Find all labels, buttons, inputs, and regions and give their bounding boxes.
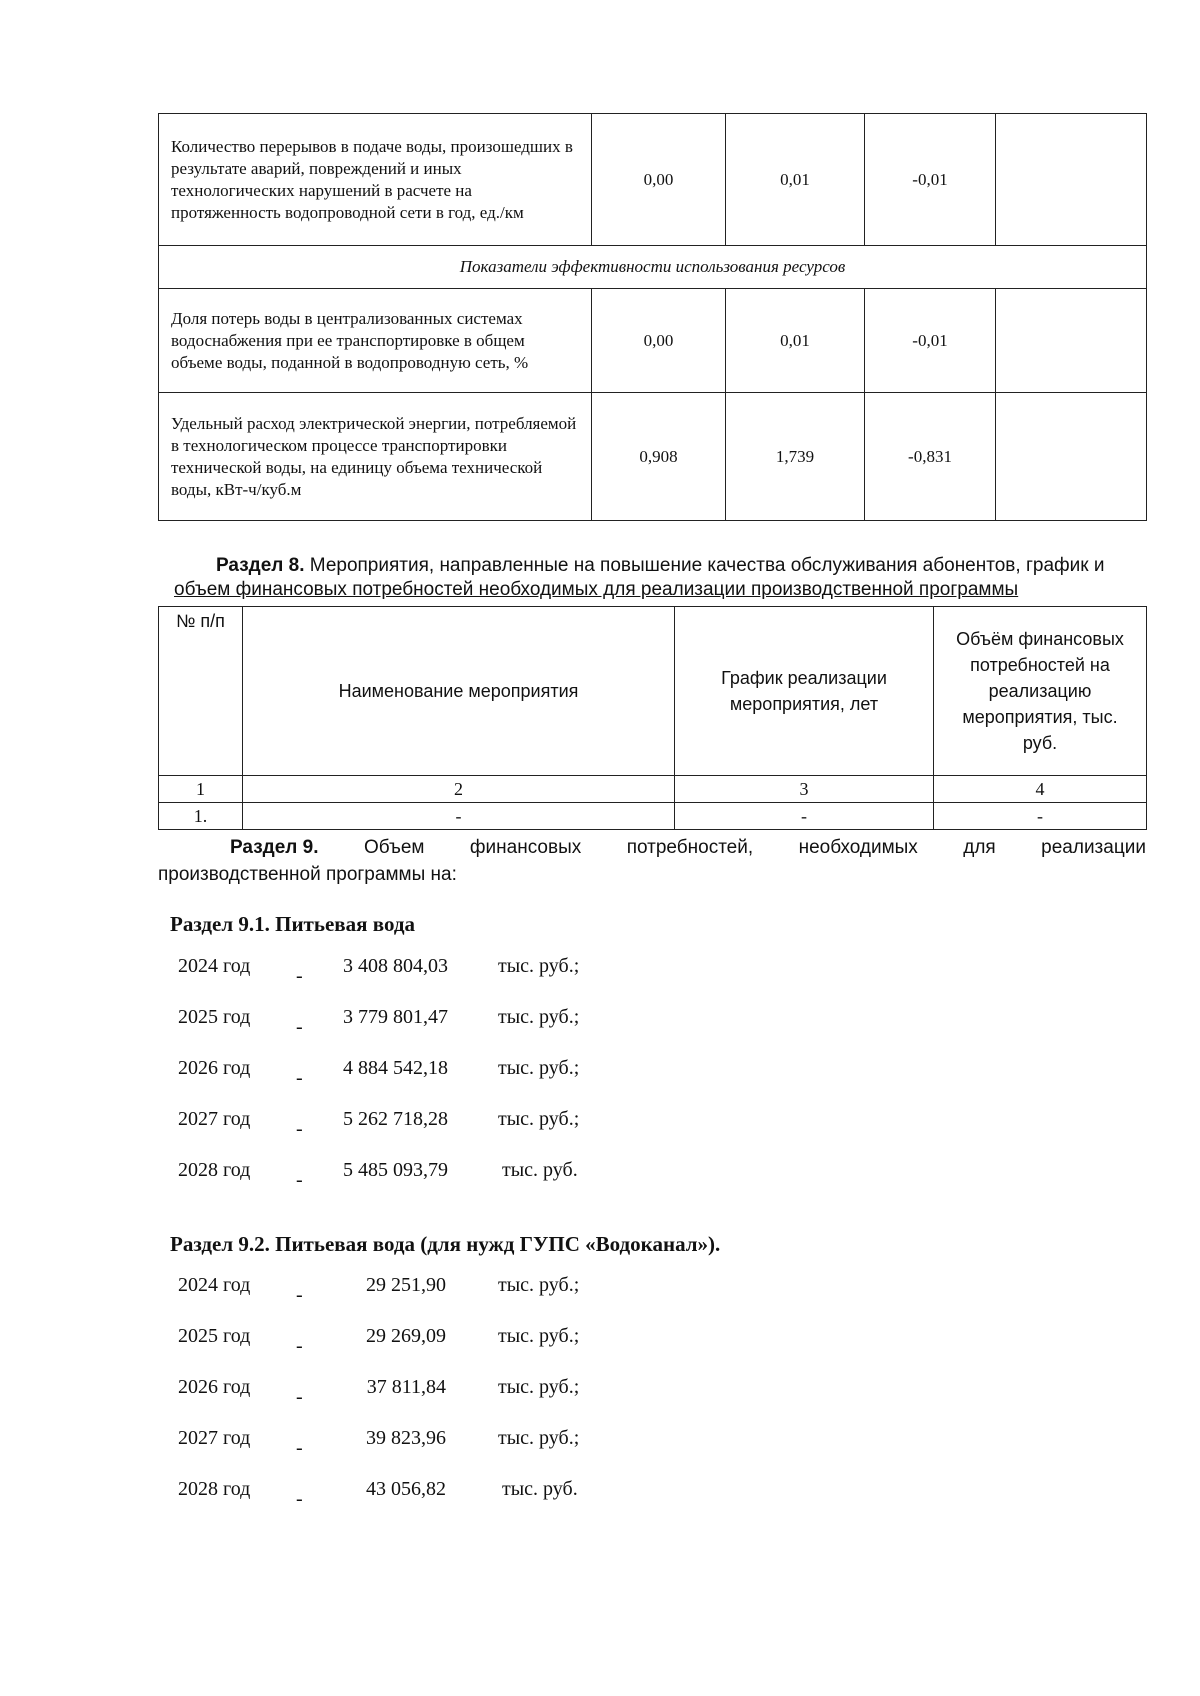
finance-row (178, 1274, 678, 1304)
finance-row (178, 1006, 678, 1036)
section-8-text: Мероприятия, направленные на повышение качества обслуживания абонентов, график и (304, 555, 1105, 576)
column-number: 1 (159, 776, 243, 803)
column-number: 4 (934, 776, 1147, 803)
table-section-title: Показатели эффективности использования ресурсов (159, 246, 1147, 289)
table-row (159, 114, 1147, 246)
amount: 5 485 093,79 (343, 1159, 448, 1181)
table-cell: - (934, 803, 1147, 830)
column-header: Наименование мероприятия (243, 607, 675, 776)
indicator-value: 0,01 (726, 289, 865, 393)
indicator-value (996, 289, 1147, 393)
unit: тыс. руб.; (498, 1006, 580, 1028)
section-9-word: для (963, 837, 996, 858)
year: 2028 год (178, 1478, 251, 1500)
indicator-name: Количество перерывов в подаче воды, произошедших в результате аварий, повреждений и иных технологических нарушений в расчете на протяженность водопроводной сети в год, ед./км (159, 114, 592, 246)
finance-row (178, 1325, 678, 1355)
dash: - (296, 1284, 303, 1306)
finance-row (178, 955, 678, 985)
dash: - (296, 1437, 303, 1459)
table-numbers-row (159, 776, 1147, 803)
indicator-value: -0,831 (865, 393, 996, 521)
table-section-row (159, 246, 1147, 289)
table-header-row (159, 607, 1147, 776)
section-8-text-line2: объем финансовых потребностей необходимых для реализации производственной программы (174, 579, 1019, 600)
dash: - (296, 965, 303, 987)
column-number: 2 (243, 776, 675, 803)
dash: - (296, 1118, 303, 1140)
table-row (159, 803, 1147, 830)
finance-row (178, 1478, 678, 1508)
section-9-word: необходимых (798, 837, 918, 858)
section-8-label: Раздел 8. (216, 555, 305, 576)
column-header: № п/п (159, 607, 243, 776)
measures-table (158, 606, 1147, 830)
year: 2024 год (178, 955, 251, 977)
section-9-line2: производственной программы на: (158, 864, 457, 885)
amount: 43 056,82 (366, 1478, 446, 1500)
amount: 37 811,84 (366, 1376, 446, 1398)
dash: - (296, 1067, 303, 1089)
year: 2025 год (178, 1006, 251, 1028)
year: 2027 год (178, 1108, 251, 1130)
finance-row (178, 1427, 678, 1457)
indicator-name: Доля потерь воды в централизованных системах водоснабжения при ее транспортировке в общем объеме воды, поданной в водопроводную сеть, % (159, 289, 592, 393)
amount: 4 884 542,18 (343, 1057, 448, 1079)
year: 2026 год (178, 1057, 251, 1079)
amount: 29 269,09 (366, 1325, 446, 1347)
indicator-value: 0,00 (592, 289, 726, 393)
indicator-value: 0,01 (726, 114, 865, 246)
year: 2027 год (178, 1427, 251, 1449)
table-row (159, 393, 1147, 521)
unit: тыс. руб.; (498, 1274, 580, 1296)
dash: - (296, 1386, 303, 1408)
indicators-table (158, 113, 1147, 521)
table-cell: - (243, 803, 675, 830)
year: 2028 год (178, 1159, 251, 1181)
indicator-value: -0,01 (865, 289, 996, 393)
indicator-name: Удельный расход электрической энергии, потребляемой в технологическом процессе транспортировки технической воды, на единицу объема технической воды, кВт-ч/куб.м (159, 393, 592, 521)
section-9-word: финансовых (469, 837, 582, 858)
unit: тыс. руб.; (498, 955, 580, 977)
table-cell: 1. (159, 803, 243, 830)
unit: тыс. руб.; (498, 1057, 580, 1079)
indicator-value (996, 114, 1147, 246)
year: 2024 год (178, 1274, 251, 1296)
unit: тыс. руб.; (498, 1108, 580, 1130)
column-number: 3 (675, 776, 934, 803)
table-cell: - (675, 803, 934, 830)
amount: 29 251,90 (366, 1274, 446, 1296)
indicator-value (996, 393, 1147, 521)
amount: 3 779 801,47 (343, 1006, 448, 1028)
unit: тыс. руб.; (498, 1376, 580, 1398)
section-9-2-title: Раздел 9.2. Питьевая вода (для нужд ГУПС «Водоканал»). (170, 1232, 721, 1256)
year: 2025 год (178, 1325, 251, 1347)
amount: 39 823,96 (366, 1427, 446, 1449)
finance-row (178, 1108, 678, 1138)
section-9-word: Объем (363, 837, 425, 858)
unit: тыс. руб. (502, 1159, 578, 1181)
indicator-value: 0,00 (592, 114, 726, 246)
finance-row (178, 1376, 678, 1406)
unit: тыс. руб.; (498, 1325, 580, 1347)
year: 2026 год (178, 1376, 251, 1398)
amount: 5 262 718,28 (343, 1108, 448, 1130)
finance-row (178, 1159, 678, 1189)
section-9-label: Раздел 9. (230, 837, 319, 858)
table-row (159, 289, 1147, 393)
column-header: Объём финансовых потребностей на реализацию мероприятия, тыс. руб. (934, 607, 1147, 776)
section-9-word: реализации (1041, 837, 1146, 858)
column-header: График реализации мероприятия, лет (675, 607, 934, 776)
dash: - (296, 1488, 303, 1510)
section-9-word: потребностей, (626, 837, 754, 858)
dash: - (296, 1335, 303, 1357)
unit: тыс. руб. (502, 1478, 578, 1500)
unit: тыс. руб.; (498, 1427, 580, 1449)
finance-row (178, 1057, 678, 1087)
indicator-value: 0,908 (592, 393, 726, 521)
section-9-1-title: Раздел 9.1. Питьевая вода (170, 912, 415, 936)
section-8-heading (158, 554, 1146, 602)
indicator-value: 1,739 (726, 393, 865, 521)
dash: - (296, 1169, 303, 1191)
section-9-paragraph (158, 834, 1146, 888)
amount: 3 408 804,03 (343, 955, 448, 977)
dash: - (296, 1016, 303, 1038)
indicator-value: -0,01 (865, 114, 996, 246)
